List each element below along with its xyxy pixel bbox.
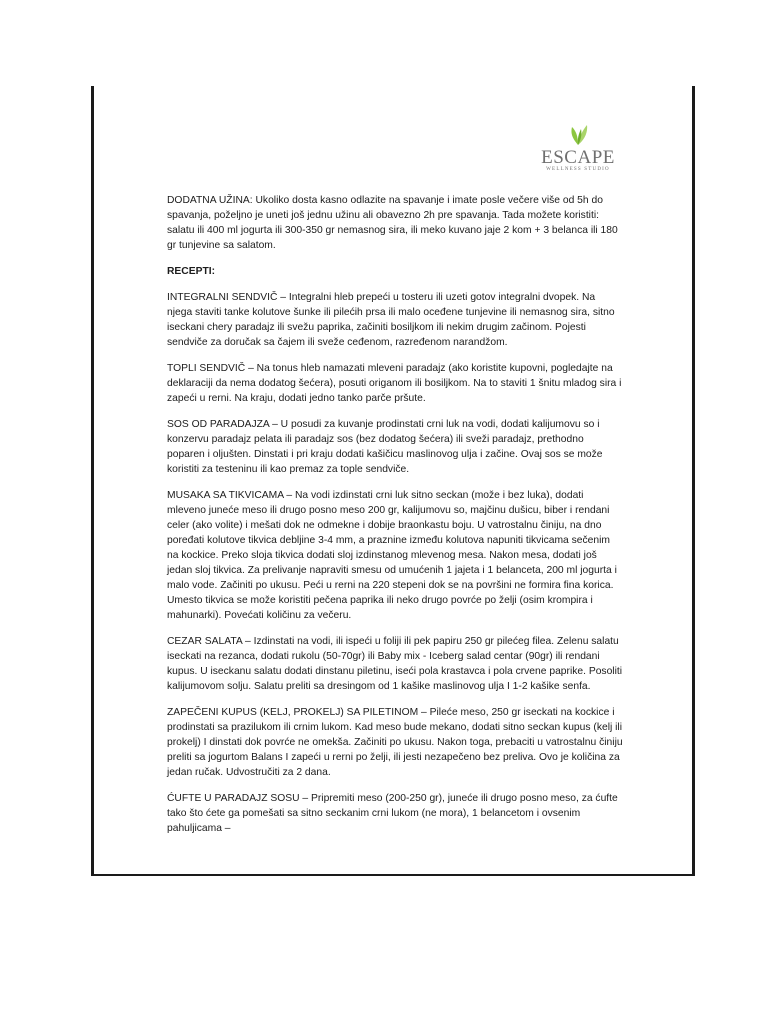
paragraph-dodatna-uzina: DODATNA UŽINA: Ukoliko dosta kasno odlazite na spavanje i imate posle večere više od 5h do spavanja, poželjno je uneti još jednu užinu ali obavezno 2h pre spavanja. Tada možete koristiti: salatu ili 400 ml jogurta ili 300-350 gr nemasnog sira, ili meko kuvano jaje 2 kom + 3 belanca ili 180 gr tunjevine sa salatom. [167,195,618,251]
recipe-integralni-sendvic: INTEGRALNI SENDVIČ – Integralni hleb prepeći u tosteru ili uzeti gotov integralni dvopek. Na njega staviti tanke kolutove šunke ili pilećih prsa ili malo oceđene tunjevine ili nemasnog sira, sitno iseckani chery paradajz ili svežu paprika, začiniti bosiljkom ili nekim drugim začinom. Pojesti sendviče za doručak sa čajem ili sveže ceđenom, razređenom narandžom. [167,292,615,348]
logo-wordmark: ESCAPE [541,147,615,168]
logo-tagline: WELLNESS STUDIO [546,167,610,172]
escape-logo [538,121,618,181]
recipe-zapeceni-kupus: ZAPEČENI KUPUS (KELJ, PROKELJ) SA PILETINOM – Pileće meso, 250 gr iseckati na kockice i prodinstati sa prazilukom ili crnim lukom. Kad meso bude mekano, dodati sitno seckan kupus (kelj ili prokelj) I dinstati dok povrće ne omekša. Začiniti po ukusu. Nakon toga, prebaciti u vatrostalnu činiju preliti sa jogurtom Balans I zapeći u rerni po želji, ili jesti nezapečeno bez preliva. Ovo je količina za jedan ručak. Udvostručiti za 2 dana. [167,707,623,778]
leaf-icon [565,121,591,147]
recipe-musaka-sa-tikvicama: MUSAKA SA TIKVICAMA – Na vodi izdinstati crni luk sitno seckan (može i bez luka), dodati mleveno juneće meso ili drugo posno meso 200 gr, kalijumovu so, majčinu dušicu, biber i rendani celer (ako volite) i mešati dok ne odmekne i dobije braonkastu boju. U vatrostalnu činiju, na dno poređati kolutove tikvica debljine 3-4 mm, a praznine između kolutova napuniti tikvicama sečenim na kockice. Preko sloja tikvica dodati sloj izdinstanog mlevenog mesa. Nakon mesa, dodati još jedan sloj tikvica. Za prelivanje napraviti smesu od umućenih 1 jajeta i 1 belanceta, 200 ml jogurta i malo vode. Začiniti po ukusu. Peći u rerni na 220 stepeni dok se na površini ne formira fina korica. Umesto tikvica se može koristiti pečena paprika ili neko drugo povrće po želji (osim krompira i mahunarki). Povećati količinu za večeru. [167,490,617,621]
recipe-sos-od-paradajza: SOS OD PARADAJZA – U posudi za kuvanje prodinstati crni luk na vodi, dodati kalijumovu so i konzervu paradajz pelata ili paradajz sos (bez dodatog šećera) ili sveži paradajz, prethodno poparen i oljušten. Dinstati i pri kraju dodati kašičicu maslinovog ulja i začine. Ovaj sos se može koristiti za testeninu ili kao premaz za tople sendviče. [167,419,603,475]
section-heading-recepti: RECEPTI: [167,266,216,277]
recipe-topli-sendvic: TOPLI SENDVIČ – Na tonus hleb namazati mleveni paradajz (ako koristite kupovni, pogledajte na deklaraciji da nema dodatog šećera), posuti origanom ili bosiljkom. Na to staviti 1 šnitu mladog sira i zapeći u rerni. Na kraju, dodati jedno tanko parče pršute. [167,363,622,404]
recipe-cufte-u-paradajz-sosu: ĆUFTE U PARADAJZ SOSU – Pripremiti meso (200-250 gr), juneće ili drugo posno meso, za ćufte tako što ćete ga pomešati sa sitno seckanim crni lukom (ne mora), 1 belancetom i ovsenim pahuljicama – [167,793,618,834]
document-body [167,193,623,847]
recipe-cezar-salata: CEZAR SALATA – Izdinstati na vodi, ili ispeći u foliji ili pek papiru 250 gr pilećeg filea. Zelenu salatu iseckati na rezanca, dodati rukolu (50-70gr) ili Baby mix - Iceberg salad centar (90gr) ili rendani kupus. U iseckanu salatu dodati dinstanu piletinu, iseći pola krastavca i pola crvene paprike. Posoliti kalijumovom solju. Salatu preliti sa dresingom od 1 kašike maslinovog ulja I 1-2 kašike senfa. [167,636,623,692]
